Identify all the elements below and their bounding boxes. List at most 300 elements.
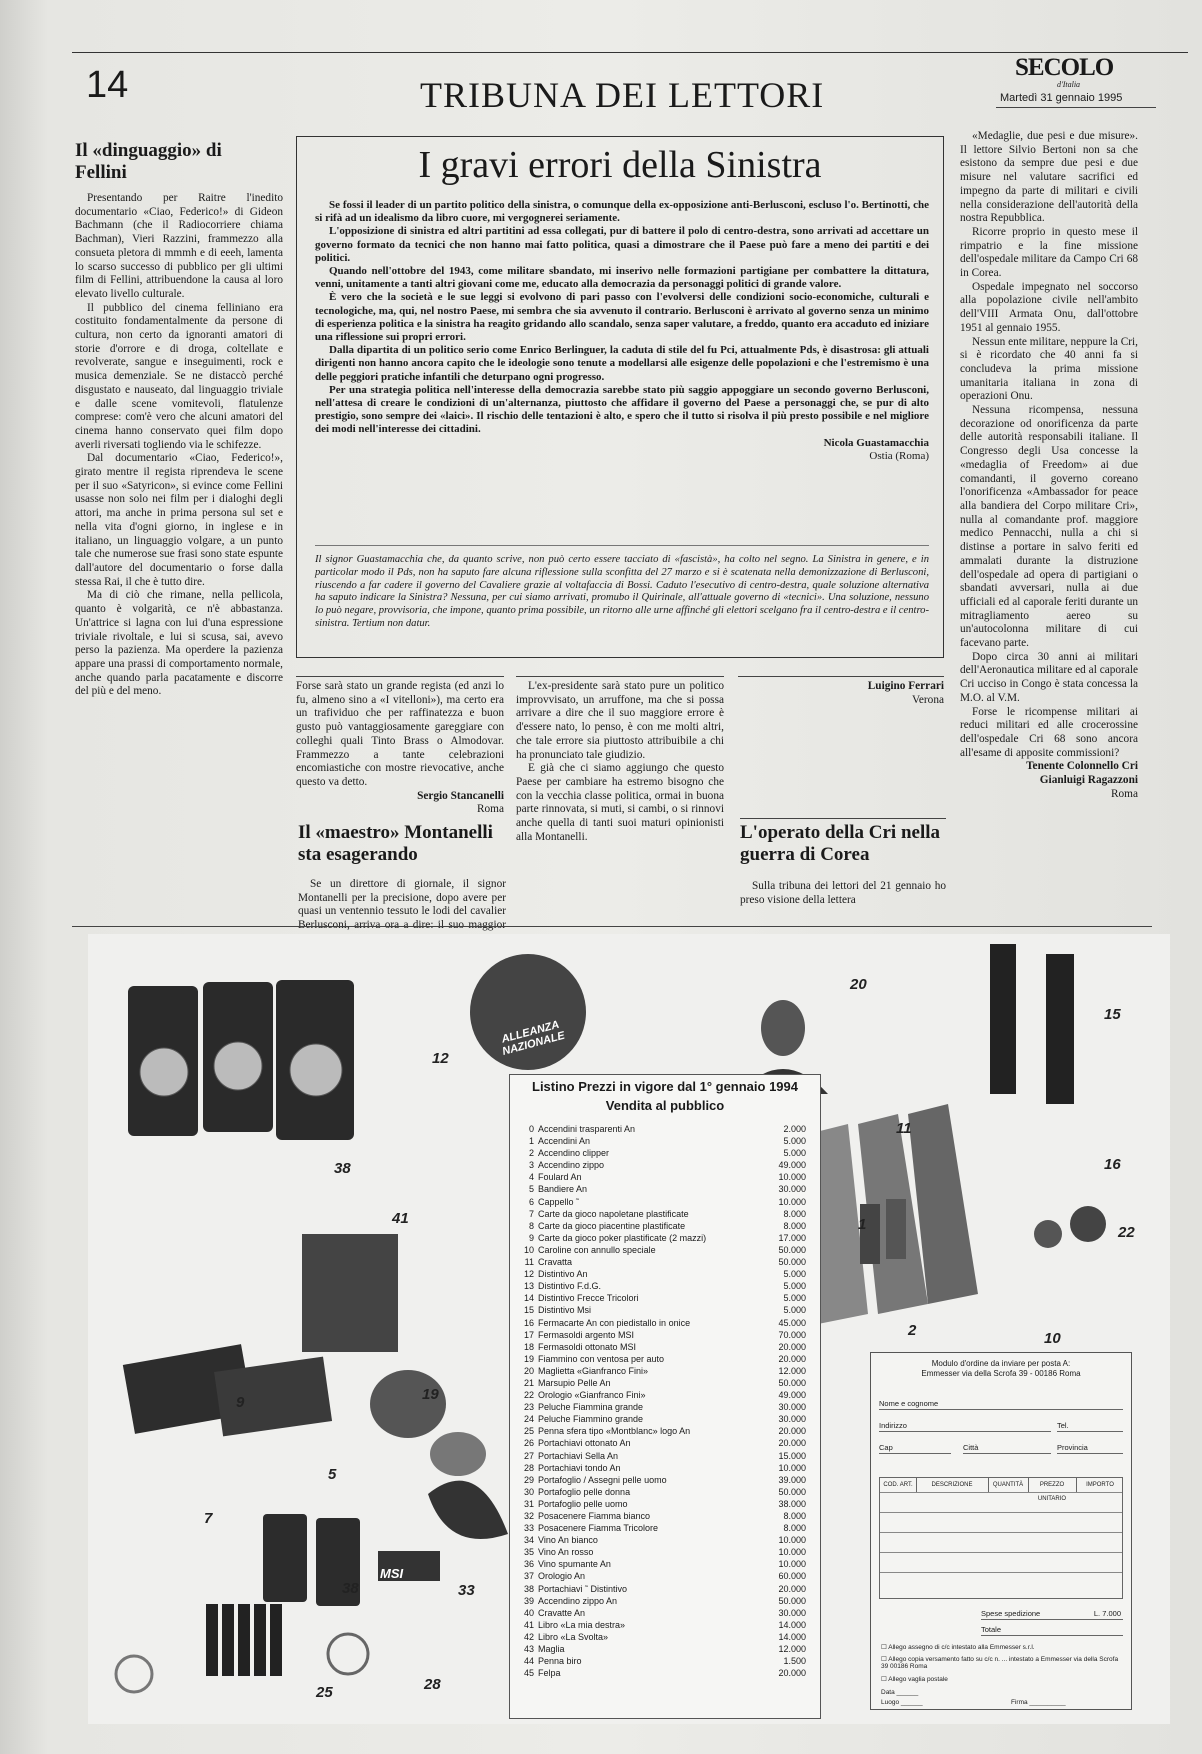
item-name: Cravatta (538, 1257, 573, 1268)
masthead-logo: SECOLO (1015, 54, 1114, 81)
item-number: 5 (528, 1184, 534, 1195)
order-form-address: Emmesser via della Scrofa 39 - 00186 Roma (921, 1369, 1081, 1378)
item-price: 8.000 (783, 1511, 806, 1521)
column-rule (296, 676, 504, 677)
paragraph: Ospedale impegnato nel soccorso alla popolazione civile nell'ambito dell'VIII Armata Onu, dall'ottobre 1951 al gennaio 1955. (960, 280, 1138, 334)
item-number: 20 (523, 1365, 534, 1376)
item-name: Fermasoldi argento MSI (538, 1329, 635, 1340)
item-number: 21 (523, 1377, 534, 1388)
paragraph: Per una strategia politica nell'interesse della democrazia sarebbe stato più saggio appoggiare un secondo governo Berlusconi, nell'attesa di creare le condizioni di un'alternanza, piuttosto che affidare il governo del Paese a personaggi che, se pur di alto prestigio, sono sempre dei «laici». Il rischio delle tentazioni è alto, e spero che il tutto si risolva il più presto possibile e nel migliore dei modi nell'interesse dei cittadini. (315, 383, 929, 436)
header-rule (72, 52, 1188, 53)
item-number: 15 (523, 1305, 534, 1316)
shipping-value: L. 7.000 (1093, 1609, 1121, 1618)
sign-label: Firma (1011, 1699, 1028, 1706)
item-name: Peluche Fiammino grande (538, 1414, 644, 1425)
ad-top-rule (72, 926, 1152, 927)
place-field[interactable]: Luogo ______ (881, 1699, 923, 1706)
masthead-sub: d'Italia (1057, 80, 1081, 89)
grid-header: PREZZO UNITARIO (1028, 1478, 1077, 1492)
price-item (510, 1244, 820, 1256)
grid-row[interactable] (880, 1512, 1122, 1513)
item-name: Portafoglio / Assegni pelle uomo (538, 1474, 667, 1485)
cap-label: Cap (879, 1443, 893, 1452)
cri-title: L'operato della Cri nella guerra di Corea (740, 822, 941, 865)
paragraph: E già che ci siamo aggiungo che questo Paese per cambiare ha estremo bisogno che con la vecchia classe politica, ormai in buona parte rinnovata, si muti, si cambi, o si rinnovi anche quella di tanti suoi maturi opinionisti alla Montanelli. (516, 762, 724, 843)
item-number: 31 (523, 1498, 534, 1509)
item-number: 41 (523, 1619, 534, 1630)
item-number: 27 (523, 1450, 534, 1461)
address-label: Indirizzo (879, 1421, 907, 1430)
photo-number: 33 (458, 1582, 475, 1599)
fellini-body (75, 192, 283, 890)
paragraph: Forse le ricompense militari ai reduci militari ed alle crocerossine dell'ospedale Cri 68 sono ancora all'esame di apposite commissioni? (960, 705, 1138, 759)
item-number: 40 (523, 1607, 534, 1618)
payment-option[interactable]: ☐ Allego vaglia postale (881, 1676, 948, 1683)
column-rule (516, 676, 724, 677)
item-number: 29 (523, 1474, 534, 1485)
tel-label: Tel. (1057, 1421, 1069, 1430)
item-price: 10.000 (778, 1559, 806, 1570)
item-price: 1.500 (783, 1656, 806, 1667)
item-price: 20.000 (778, 1426, 806, 1437)
money-clip (116, 1656, 152, 1692)
total-field[interactable] (981, 1623, 1123, 1636)
price-item (510, 1498, 820, 1510)
price-item (510, 1365, 820, 1377)
item-name: Maglia (538, 1644, 565, 1655)
lighter (886, 1199, 906, 1259)
photo-number: 11 (896, 1120, 912, 1137)
paragraph: Dopo circa 30 anni ai militari dell'Aeronautica militare ed al caporale Cri ucciso in Congo è stata concessa la M.O. al V.M. (960, 650, 1138, 704)
date-label: Data (881, 1689, 895, 1696)
grid-row[interactable] (880, 1492, 1122, 1493)
price-list (509, 1074, 821, 1719)
photo-number: 2 (908, 1322, 917, 1339)
item-name: Accendino zippo (538, 1160, 605, 1171)
alleanza-badge (470, 954, 586, 1070)
item-price: 20.000 (778, 1438, 806, 1449)
item-price: 39.000 (778, 1474, 806, 1485)
item-number: 10 (523, 1244, 534, 1255)
item-name: Portachiavi Sella An (538, 1450, 619, 1461)
total-label: Totale (981, 1625, 1002, 1634)
item-price: 14.000 (778, 1631, 806, 1642)
keyring-card (263, 1514, 307, 1602)
item-price: 5.000 (783, 1305, 806, 1316)
item-price: 12.000 (778, 1365, 806, 1376)
item-name: Vino An bianco (538, 1535, 598, 1546)
signature: Gianluigi Ragazzoni (1039, 774, 1138, 787)
province-label: Provincia (1057, 1443, 1088, 1452)
item-number: 0 (528, 1124, 534, 1134)
item-number: 12 (523, 1269, 534, 1280)
item-number: 43 (523, 1644, 534, 1655)
item-number: 1 (528, 1136, 534, 1147)
price-item (510, 1643, 820, 1655)
paragraph: Se un direttore di giornale, il signor Montanelli per la precisione, dopo avere per quasi un ventennio tessuto le lodi del cavalier Berlusconi, arriva ora a dire: il suo maggior (298, 878, 506, 932)
price-item (510, 1341, 820, 1353)
price-item (510, 1353, 820, 1365)
item-price: 50.000 (778, 1486, 806, 1497)
price-item (510, 1631, 820, 1643)
item-price: 50.000 (778, 1377, 806, 1388)
paragraph: «Medaglie, due pesi e due misure». Il lettore Silvio Bertoni non sa che esistono da sempre due pesi e due misure nel valutare sacrifici ed impegno da parte di militari e civili nella considerazione dell'autorità della nostra Repubblica. (960, 130, 1138, 225)
item-price: 49.000 (778, 1160, 806, 1171)
item-name: Bandiere An (538, 1184, 588, 1195)
wine-bottle (1046, 954, 1074, 1104)
item-name: Penna biro (538, 1656, 582, 1667)
paragraph: L'ex-presidente sarà stato pure un politico improvvisato, un arruffone, ma che si possa arrivare a dire che il suo maggiore errore è d'essere nato, lo penso, è con me molti altri, che tale errore sia piuttosto attribuibile a chi ha pronunciato tale giudizio. (516, 680, 724, 761)
signature-field[interactable]: Firma __________ (1011, 1699, 1066, 1706)
grid-header: IMPORTO (1086, 1482, 1114, 1488)
msi-text: MSI (380, 1566, 404, 1581)
item-name: Cravatte An (538, 1607, 586, 1618)
province-field[interactable] (1057, 1441, 1123, 1454)
money-clip (328, 1634, 368, 1674)
item-price: 12.000 (778, 1644, 806, 1655)
item-number: 14 (523, 1293, 534, 1304)
price-item (510, 1655, 820, 1667)
item-price: 50.000 (778, 1257, 806, 1268)
cri-body (960, 130, 1138, 910)
keyring-disc (214, 1042, 262, 1090)
price-item (510, 1208, 820, 1220)
montanelli-body (516, 680, 724, 910)
column-rule (738, 676, 944, 677)
item-price: 30.000 (778, 1184, 806, 1195)
paragraph: Forse sarà stato un grande regista (ed anzi lo fu, almeno sino a «I vitelloni»), ma certo era un trafividuo che per raffinatezza e buon gusto può vantaggiosamente gareggiare con colleghi quali Tinto Brass o Almodovar. Frammezzo a tante celebrazioni encomiastiche con mostre rievocative, anche questo va detto. (296, 680, 504, 788)
price-item (510, 1159, 820, 1171)
item-name: Marsupio Pelle An (538, 1377, 611, 1388)
cap-field[interactable] (879, 1441, 951, 1454)
price-item (510, 1437, 820, 1449)
item-name: Posacenere Fiamma bianco (538, 1511, 651, 1521)
photo-number: 25 (316, 1684, 333, 1701)
paragraph: Il pubblico del cinema felliniano era costituito fondamentalmente da persone di cultura, non certo da ignoranti amatori di storie d'orrore e di droga, coltellate e revolverate, sangue e inseguimenti, rock e musica demenziale. Se ne distaccò perché disgustato e nauseato, dal linguaggio triviale e dalle scene vomitevoli, flatulenze comprese: com'è vero che alcuni amatori del cinema hanno conservato quei film dopo averli riversati togliendo via le schifezze. (75, 301, 283, 451)
photo-number: 1 (858, 1216, 867, 1233)
pen (238, 1604, 250, 1676)
item-price: 20.000 (778, 1353, 806, 1364)
item-number: 39 (523, 1595, 534, 1606)
paragraph: È vero che la società e le sue leggi si evolvono di pari passo con l'evolversi delle condizioni socio-economiche, culturali e tecnologiche, ma, qui, nel nostro Paese, mi sembra che sia avvenuto il contrario. Berlusconi è arrivato al governo senza un minimo di esperienza politica e la sinistra ha reagito gridando allo scandalo, senza saper valutare, a freddo, quanto era accaduto ed iniziare una riflessione sui propri errori. (315, 291, 929, 344)
item-price: 5.000 (783, 1281, 806, 1292)
item-price: 30.000 (778, 1607, 806, 1618)
item-number: 37 (523, 1571, 534, 1582)
item-number: 30 (523, 1486, 534, 1497)
price-item (510, 1607, 820, 1619)
photo-number: 38 (342, 1580, 359, 1597)
item-name: Libro «La Svolta» (538, 1631, 609, 1642)
item-name: Peluche Fiammina grande (538, 1402, 644, 1413)
featured-letter-box (296, 136, 944, 658)
photo-number: 12 (432, 1050, 449, 1067)
item-number: 35 (523, 1547, 534, 1558)
price-item (510, 1522, 820, 1534)
item-number: 22 (523, 1390, 534, 1401)
price-item (510, 1183, 820, 1195)
grid-row[interactable] (880, 1532, 1122, 1533)
pen (206, 1604, 218, 1676)
item-number: 13 (523, 1281, 534, 1292)
item-name: Cappello ˜ (538, 1196, 580, 1207)
item-price: 8.000 (783, 1523, 806, 1534)
item-name: Carte da gioco piacentine plastificate (538, 1220, 686, 1231)
payment-option-label: Allego assegno di c/c intestato alla Emmesser s.r.l. (888, 1644, 1035, 1651)
item-number: 6 (528, 1196, 534, 1207)
item-number: 7 (528, 1208, 534, 1219)
item-price: 30.000 (778, 1414, 806, 1425)
price-item (510, 1413, 820, 1425)
price-list-title: Listino Prezzi in vigore dal 1° gennaio 1994 (532, 1079, 798, 1094)
portrait-head (761, 1000, 805, 1056)
item-number: 2 (528, 1148, 534, 1159)
cri-intro (740, 880, 946, 910)
item-name: Distintivo F.d.G. (538, 1281, 602, 1292)
photo-number: 16 (1104, 1156, 1121, 1173)
grid-row[interactable] (880, 1572, 1122, 1573)
item-price: 49.000 (778, 1390, 806, 1401)
item-name: Orologio An (538, 1571, 586, 1582)
item-price: 8.000 (783, 1208, 806, 1219)
item-number: 33 (523, 1523, 534, 1534)
item-number: 25 (523, 1426, 534, 1437)
grid-header: QUANTITÀ (988, 1478, 1029, 1492)
photo-number: 38 (334, 1160, 351, 1177)
paragraph: Presentando per Raitre l'inedito documentario «Ciao, Federico!» di Gideon Bachmann (che il Radiocorriere chiama Bachman), Vieri Razzini, frammezzo alla consueta pletora di mmmh e di eeeh, lamenta lo scarso successo di pubblico per gli ultimi film di Fellini, attribuendone la causa al loro elevato livello culturale. (75, 192, 283, 300)
paragraph: Ma di ciò che rimane, nella pellicola, quanto è volgarità, ce n'è abbastanza. Un'attrice si lagna con lui d'una espressione triviale rivoltale, e lui si scusa, sai, avevo perso la pazienza. Ma operdere la pazienza appare una prassi di comportamento normale, anche quando parla pacatamente e discorre del più e del meno. (75, 589, 283, 698)
montanelli-end (738, 680, 944, 810)
keyring-disc (290, 1044, 342, 1096)
photo-number: 15 (1104, 1006, 1121, 1023)
item-number: 28 (523, 1462, 534, 1473)
price-item (510, 1232, 820, 1244)
item-name: Accendino zippo An (538, 1595, 618, 1606)
signature: Luigino Ferrari (867, 680, 944, 692)
watch (1070, 1206, 1106, 1242)
montanelli-title: Il «maestro» Montanelli sta esagerando (298, 822, 493, 865)
price-item (510, 1377, 820, 1389)
price-item (510, 1558, 820, 1570)
item-name: Accendini An (538, 1136, 591, 1147)
item-price: 5.000 (783, 1136, 806, 1147)
item-number: 16 (523, 1317, 534, 1328)
book-cover (302, 1234, 398, 1352)
order-form-title: Modulo d'ordine da inviare per posta A: (931, 1359, 1071, 1368)
item-number: 18 (523, 1341, 534, 1352)
price-item (510, 1280, 820, 1292)
item-number: 34 (523, 1535, 534, 1546)
pen (254, 1604, 266, 1676)
price-item (510, 1256, 820, 1268)
item-number: 24 (523, 1414, 534, 1425)
payment-option[interactable]: ☐ Allego assegno di c/c intestato alla Emmesser s.r.l. (881, 1644, 1035, 1651)
item-name: Accendini trasparenti An (538, 1124, 636, 1134)
payment-option-label: Allego vaglia postale (888, 1676, 948, 1683)
photo-number: 19 (422, 1386, 439, 1403)
photo-number: 7 (204, 1510, 213, 1527)
item-name: Portachiavi ˜ Distintivo (538, 1583, 628, 1594)
photo-number: 22 (1118, 1224, 1135, 1241)
paragraph: Sulla tribuna dei lettori del 21 gennaio ho preso visione della lettera (740, 880, 946, 906)
name-field[interactable] (879, 1397, 1123, 1410)
price-item (510, 1135, 820, 1147)
date-rule (996, 107, 1156, 108)
item-number: 4 (528, 1172, 534, 1183)
signature-city: Roma (477, 803, 504, 816)
item-price: 50.000 (778, 1595, 806, 1606)
signature-city: Roma (1111, 787, 1138, 800)
tel-field[interactable] (1057, 1419, 1123, 1432)
item-number: 44 (523, 1656, 534, 1667)
price-item (510, 1268, 820, 1280)
paragraph: Quando nell'ottobre del 1943, come militare sbandato, mi inserivo nelle formazioni partigiane per combattere la dittatura, venni, unitamente a tanti altri giovani come me, educato alla democrazia da personaggi politici di grande valore. (315, 265, 929, 291)
price-item (510, 1474, 820, 1486)
photo-number: 28 (424, 1676, 441, 1693)
signature-city: Verona (912, 693, 944, 706)
page-number: 14 (86, 64, 129, 106)
item-price: 15.000 (778, 1450, 806, 1461)
item-number: 9 (528, 1232, 534, 1243)
photo-number: 5 (328, 1466, 337, 1483)
item-number: 26 (523, 1438, 534, 1449)
pen (270, 1604, 282, 1676)
shipping-label: Spese spedizione (981, 1609, 1041, 1618)
section-title: TRIBUNA DEI LETTORI (420, 75, 825, 115)
paragraph: Dalla dipartita di un politico serio come Enrico Berlinguer, la caduta di stile del fu Pci, attualmente Pds, è disastrosa: gli attuali dirigenti non hanno ancora capito che le ideologie sono tenute a modellarsi alle esigenze delle popolazioni e che l'estremismo è una delle peggiori pratiche infantili che deturpano ogni progresso. (315, 344, 929, 383)
item-price: 14.000 (778, 1619, 806, 1630)
price-item (510, 1546, 820, 1558)
price-item (510, 1595, 820, 1607)
item-number: 11 (524, 1257, 534, 1268)
item-price: 10.000 (778, 1462, 806, 1473)
grid-row[interactable] (880, 1552, 1122, 1553)
price-item (510, 1304, 820, 1316)
photo-number: 20 (850, 976, 867, 993)
name-label: Nome e cognome (879, 1399, 939, 1408)
item-number: 45 (523, 1668, 534, 1679)
wine-bottle (990, 944, 1016, 1094)
signature-rank: Tenente Colonnello Cri (1026, 760, 1138, 773)
item-name: Vino spumante An (538, 1559, 611, 1570)
price-item (510, 1196, 820, 1208)
city-label: Città (963, 1443, 979, 1452)
signature: Sergio Stancanelli (417, 789, 504, 802)
price-item (510, 1329, 820, 1341)
grid-header: COD. ART. (880, 1478, 917, 1492)
item-price: 45.000 (778, 1317, 806, 1328)
price-item (510, 1534, 820, 1546)
item-name: Maglietta «Gianfranco Fini» (538, 1365, 649, 1376)
paragraph: Nessuna ricompensa, nessuna decorazione od onorificenza da parte delle autorità responsabili italiane. Il Congresso degli Usa concesse la «medaglia of Freedom» ai due comandanti, il governo coreano l'onorificenza «Ambassador for peace alla bandiera del Corpo militare Cri», nulla al comandante prof. maggiore medico Pennacchi, nulla a chi si distinse a portare in salvo feriti ed ammalati durante la distruzione dell'ospedale ad opera di partigiani o sbandati avversari, nulla ai due ufficiali ed al caporale feriti durante un mitragliamento aereo su un'autocolonna militare di cui facevano parte. (960, 404, 1138, 650)
item-price: 30.000 (778, 1402, 806, 1413)
item-price: 20.000 (778, 1583, 806, 1594)
item-name: Vino An rosso (538, 1547, 594, 1558)
price-item (510, 1462, 820, 1474)
price-item (510, 1667, 820, 1679)
price-item (510, 1292, 820, 1304)
price-item (510, 1450, 820, 1462)
price-item (510, 1570, 820, 1582)
grid-header: DESCRIZIONE (916, 1478, 989, 1492)
item-number: 32 (523, 1511, 534, 1521)
item-price: 10.000 (778, 1172, 806, 1183)
item-price: 38.000 (778, 1498, 806, 1509)
item-name: Fermasoldi ottonato MSI (538, 1341, 637, 1352)
price-item (510, 1401, 820, 1413)
price-item (510, 1510, 820, 1522)
item-name: Penna sfera tipo «Montblanc» logo An (538, 1426, 691, 1437)
item-name: Distintivo Msi (538, 1305, 592, 1316)
price-list-rows (510, 1123, 820, 1679)
item-price: 5.000 (783, 1269, 806, 1280)
column-rule (740, 818, 946, 819)
item-price: 20.000 (778, 1341, 806, 1352)
montanelli-start (298, 878, 506, 932)
price-list-subtitle: Vendita al pubblico (605, 1098, 725, 1113)
paragraph: Ricorre proprio in questo mese il rimpatrio e la fine missione dell'ospedale militare da Campo Cri 68 in Corea. (960, 225, 1138, 280)
item-name: Fermacarte An con piedistallo in onice (538, 1317, 691, 1328)
item-price: 50.000 (778, 1244, 806, 1255)
lighter (860, 1204, 880, 1264)
item-price: 17.000 (778, 1232, 806, 1243)
featured-letter-body (315, 199, 929, 463)
price-item (510, 1147, 820, 1159)
item-name: Carte da gioco poker plastificate (2 mazzi) (538, 1232, 707, 1243)
item-price: 2.000 (783, 1124, 806, 1134)
item-number: 3 (528, 1160, 534, 1171)
item-name: Portafoglio pelle donna (538, 1486, 631, 1497)
editor-reply: Il signor Guastamacchia che, da quanto scrive, non può certo essere tacciato di «fascistà», ha colto nel segno. La Sinistra in genere, e in particolar modo il Pds, non ha saputo fare alcuna riflessione sulla sconfitta del 27 marzo e si è scatenata nella demonizzazione di Berlusconi, riuscendo a far cadere il governo del Cavaliere grazie al voltafaccia di Bossi. Caduto l'esecutivo di centro-destra, quale soluzione alternativa ha saputo indicare la Sinistra? Nessuna, per cui siamo arrivati, promubo il Quirinale, all'attuale governo di «tecnici». Una soluzione, nessuno lo può negare, provvisoria, che impone, quanto prima possibile, un ritorno alle urne affinché gli elettori scelgano fra il centro-destra e il centro-sinistra. Tertium non datur. (315, 545, 929, 631)
address-field[interactable] (879, 1419, 1051, 1432)
item-name: Foulard An (538, 1172, 582, 1183)
price-item (510, 1486, 820, 1498)
item-name: Distintivo An (538, 1269, 588, 1280)
date-field[interactable]: Data ______ (881, 1689, 919, 1696)
item-price: 10.000 (778, 1196, 806, 1207)
price-item (510, 1583, 820, 1595)
item-price: 10.000 (778, 1535, 806, 1546)
price-item (510, 1619, 820, 1631)
item-name: Libro «La mia destra» (538, 1619, 626, 1630)
payment-option[interactable]: ☐ Allego copia versamento fatto su c/c n. ... intestato a Emmesser via della Scrofa 39 00186 Roma (881, 1656, 1119, 1670)
keyring-disc (140, 1048, 188, 1096)
price-item (510, 1220, 820, 1232)
item-price: 5.000 (783, 1148, 806, 1159)
item-name: Portafoglio pelle uomo (538, 1498, 628, 1509)
item-number: 42 (523, 1631, 534, 1642)
city-field[interactable] (963, 1441, 1051, 1454)
item-number: 36 (523, 1559, 534, 1570)
item-price: 5.000 (783, 1293, 806, 1304)
item-name: Caroline con annullo speciale (538, 1244, 656, 1255)
fellini-title: Il «dinguaggio» di Fellini (75, 140, 222, 183)
item-name: Posacenere Fiamma Tricolore (538, 1523, 659, 1534)
item-name: Accendino clipper (538, 1148, 610, 1159)
plush-toy (430, 1432, 486, 1476)
photo-number: 10 (1044, 1330, 1061, 1347)
item-name: Orologio «Gianfranco Fini» (538, 1390, 646, 1401)
paragraph: Dal documentario «Ciao, Federico!», girato mentre il regista riprendeva le scene per il suo «Satyricon», si evince come Fellini usasse non solo nei film per i dialoghi degli attori, ma anche in prima persona sul set e nella vita d'ogni giorno, in inglese e in italiano, un linguaggio volgare, a un punto tale che numerose sue frasi sono state espunte dall'autore del documentario o forse dalla stessa Rai, il che è tutto dire. (75, 452, 283, 588)
order-grid (879, 1477, 1123, 1599)
item-name: Distintivo Frecce Tricolori (538, 1293, 639, 1304)
item-price: 8.000 (783, 1220, 806, 1231)
item-number: 19 (523, 1353, 534, 1364)
price-item (510, 1171, 820, 1183)
payment-option-label: Allego copia versamento fatto su c/c n. ... intestato a Emmesser via della Scrofa 39 00186 Roma (881, 1656, 1119, 1670)
shipping-field[interactable] (981, 1607, 1123, 1620)
item-name: Carte da gioco napoletane plastificate (538, 1208, 689, 1219)
item-price: 20.000 (778, 1668, 806, 1679)
